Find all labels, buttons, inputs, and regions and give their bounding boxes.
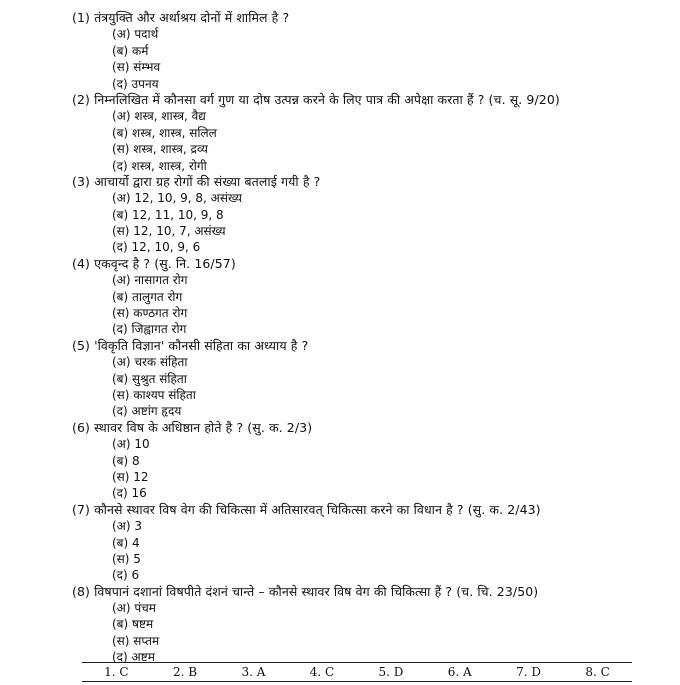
option-item: (ब) शस्त्र, शास्त्र, सलिल [112, 125, 217, 140]
question-text: (4) एकवृन्द है ? (सु. नि. 16/57) [72, 255, 236, 271]
question-5 [72, 338, 672, 420]
option-item: (स) सप्तम [112, 633, 160, 648]
question-text: (8) विषपानं दशानां विषपीते दंशनं चान्ते – कौनसे स्थावर विष वेग की चिकित्सा हैं ? (च. चि. 23/50) [72, 583, 539, 599]
question-text: (6) स्थावर विष के अधिष्ठान होते है ? (सु. क. 2/3) [72, 419, 313, 435]
answer-key-item: 5. D [378, 665, 404, 679]
option-item: (द) शस्त्र, शास्त्र, रोगी [112, 158, 207, 173]
option-item: (द) 16 [112, 486, 147, 501]
option-item: (द) उपनय [112, 76, 159, 91]
option-item: (ब) तालुगत रोग [112, 289, 183, 304]
option-item: (अ) 10 [112, 437, 150, 452]
option-item: (ब) 8 [112, 453, 140, 468]
question-text: (7) कौनसे स्थावर विष वेग की चिकित्सा में अतिसारवत् चिकित्सा करने का विधान है ? (सु. क. 2/43) [72, 501, 541, 517]
question-6 [72, 420, 672, 502]
option-item: (अ) 3 [112, 519, 142, 534]
option-item: (अ) पंचम [112, 601, 156, 616]
option-list [72, 436, 672, 502]
question-3 [72, 174, 672, 256]
question-text: (5) 'विकृति विज्ञान' कौनसी संहिता का अध्याय है ? [72, 337, 309, 353]
answer-key [82, 662, 632, 682]
option-list [72, 26, 672, 92]
option-item: (स) संम्भव [112, 60, 161, 75]
option-list [72, 354, 672, 420]
option-item: (अ) नासागत रोग [112, 273, 188, 288]
answer-key-item: 7. D [516, 665, 541, 679]
option-item: (अ) पदार्थ [112, 27, 159, 42]
option-item: (अ) चरक संहिता [112, 355, 188, 370]
option-item: (स) काश्यप संहिता [112, 387, 196, 402]
option-item: (ब) कर्म [112, 43, 149, 58]
answer-key-item: 4. C [309, 665, 335, 679]
option-item: (स) 5 [112, 551, 141, 566]
question-list [72, 10, 672, 666]
option-item: (स) 12 [112, 469, 149, 484]
question-text: (2) निम्नलिखित में कौनसा वर्ग गुण या दोष उत्पन्न करने के लिए पात्र की अपेक्षा करता हैं ? (च. सू. 9/20) [72, 91, 560, 107]
option-item: (द) 6 [112, 568, 140, 583]
option-item: (ब) षष्टम [112, 617, 154, 632]
answer-key-item: 8. C [585, 665, 610, 679]
option-item: (अ) शस्त्र, शास्त्र, वैद्य [112, 109, 206, 124]
option-item: (स) 12, 10, 7, असंख्य [112, 224, 226, 239]
option-list [72, 518, 672, 584]
option-list [72, 600, 672, 666]
answer-key-item: 1. C [104, 665, 129, 679]
option-list [72, 272, 672, 338]
question-4 [72, 256, 672, 338]
question-text: (3) आचार्यो द्वारा ग्रह रोगों की संख्या बतलाई गयी है ? [72, 173, 321, 189]
option-item: (द) अष्टांग हृदय [112, 404, 182, 419]
question-text: (1) तंत्रयुक्ति और अर्थाश्रय दोनों में शामिल है ? [72, 10, 290, 25]
question-1 [72, 10, 672, 92]
option-list [72, 190, 672, 256]
option-item: (द) अष्टम [112, 650, 155, 665]
option-item: (ब) सुश्रुत संहिता [112, 371, 187, 386]
option-item: (द) 12, 10, 9, 6 [112, 240, 201, 255]
answer-key-item: 6. A [447, 665, 472, 679]
question-2 [72, 92, 672, 174]
option-item: (स) शस्त्र, शास्त्र, द्रव्य [112, 142, 208, 157]
option-list [72, 108, 672, 174]
option-item: (द) जिह्वागत रोग [112, 322, 187, 337]
option-item: (ब) 12, 11, 10, 9, 8 [112, 207, 224, 222]
option-item: (ब) 4 [112, 535, 140, 550]
answer-key-item: 2. B [172, 665, 198, 679]
question-7 [72, 502, 672, 584]
question-8 [72, 584, 672, 666]
option-item: (अ) 12, 10, 9, 8, असंख्य [112, 191, 242, 206]
option-item: (स) कण्ठगत रोग [112, 306, 188, 321]
answer-key-item: 3. A [241, 665, 266, 679]
